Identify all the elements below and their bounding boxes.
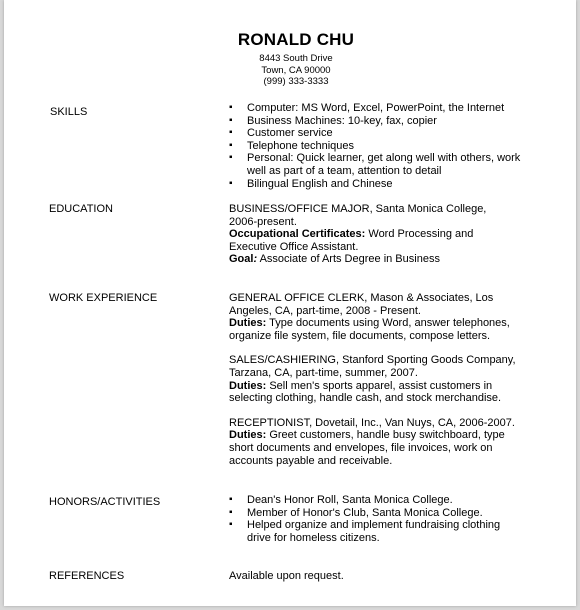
education-degree: BUSINESS/OFFICE MAJOR, Santa Monica College, 2006-present. bbox=[229, 203, 487, 228]
education-heading: EDUCATION bbox=[49, 203, 113, 215]
work-experience-heading: WORK EXPERIENCE bbox=[49, 292, 158, 304]
references-content: Available upon request. bbox=[229, 570, 344, 582]
job-title: SALES/CASHIERING, Stanford Sporting Goods Company, Tarzana, CA, part-time, summer, 2007. bbox=[229, 354, 516, 379]
duties-label: Duties: bbox=[229, 317, 267, 330]
list-item: ▪ Personal: Quick learner, get along well with others, work well as part of a team, attention to detail bbox=[229, 152, 529, 177]
resume-page bbox=[4, 0, 576, 606]
address-line-2: Town, CA 90000 bbox=[261, 64, 331, 76]
job-entry bbox=[229, 354, 522, 404]
skills-heading: SKILLS bbox=[50, 106, 88, 118]
honors-list bbox=[229, 494, 514, 544]
references-heading: REFERENCES bbox=[49, 570, 125, 582]
job-title: GENERAL OFFICE CLERK, Mason & Associates, Los Angeles, CA, part-time, 2008 - Present. bbox=[229, 292, 494, 317]
skills-list bbox=[229, 102, 529, 190]
honors-content bbox=[229, 494, 514, 544]
list-item: ▪ Dean's Honor Roll, Santa Monica College. bbox=[229, 494, 514, 507]
duties-text: Greet customers, handle busy switchboard, type short documents and envelopes, file invoices, work on accounts payable and receivable. bbox=[229, 429, 505, 467]
work-experience-content bbox=[229, 292, 522, 479]
goal-colon: : bbox=[253, 253, 258, 266]
list-item: ▪ Computer: MS Word, Excel, PowerPoint, the Internet bbox=[229, 102, 529, 115]
phone-number: (999) 333-3333 bbox=[263, 76, 329, 87]
job-entry bbox=[229, 292, 522, 342]
duties-label: Duties: bbox=[229, 429, 267, 442]
certificates-text: Word Processing and Executive Office Assistant. bbox=[229, 228, 474, 253]
address-line-1: 8443 South Drive bbox=[259, 53, 333, 64]
goal-text: Associate of Arts Degree in Business bbox=[257, 253, 440, 266]
duties-label: Duties: bbox=[229, 379, 267, 392]
certificates-label: Occupational Certificates: bbox=[229, 228, 366, 241]
duties-text: Sell men's sports apparel, assist customers in selecting clothing, handle cash, and stock merchandise. bbox=[229, 379, 502, 405]
duties-text: Type documents using Word, answer telephones, organize file system, file documents, compose letters. bbox=[229, 317, 510, 342]
list-item: ▪ Customer service bbox=[229, 127, 529, 140]
education-certificates bbox=[229, 228, 514, 253]
resume-header bbox=[4, 30, 576, 88]
job-duties bbox=[229, 380, 522, 405]
job-duties bbox=[229, 429, 522, 467]
honors-heading: HONORS/ACTIVITIES bbox=[49, 496, 161, 508]
applicant-name: RONALD CHU bbox=[237, 30, 355, 49]
list-item: ▪ Helped organize and implement fundraising clothing drive for homeless citizens. bbox=[229, 519, 514, 544]
list-item: ▪ Telephone techniques bbox=[229, 140, 529, 153]
goal-label: Goal bbox=[229, 253, 254, 266]
education-content bbox=[229, 203, 514, 266]
job-title: RECEPTIONIST, Dovetail, Inc., Van Nuys, CA, 2006-2007. bbox=[229, 416, 515, 429]
job-entry bbox=[229, 417, 522, 467]
list-item: ▪ Member of Honor's Club, Santa Monica College. bbox=[229, 507, 514, 520]
contact-block bbox=[16, 53, 576, 88]
education-goal bbox=[229, 253, 514, 266]
skills-content bbox=[229, 102, 529, 190]
list-item: ▪ Business Machines: 10-key, fax, copier bbox=[229, 115, 529, 128]
job-duties bbox=[229, 317, 522, 342]
list-item: ▪ Bilingual English and Chinese bbox=[229, 178, 529, 191]
